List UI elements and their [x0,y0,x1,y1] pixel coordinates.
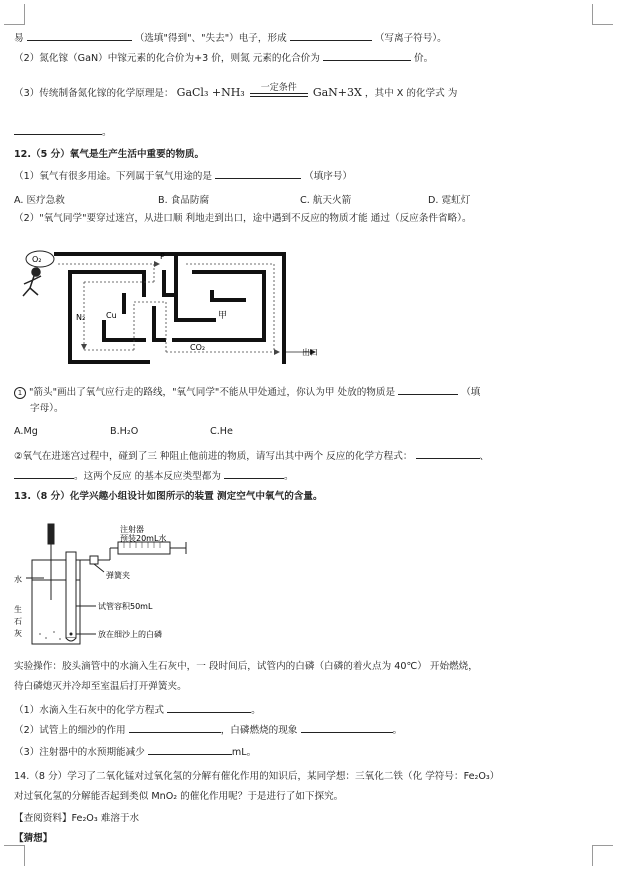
q12-blank-equation1[interactable] [416,448,480,459]
crop-mark-bottom-right [592,845,613,866]
q12-sub1-option-a: A.Mg [14,426,38,437]
q13-part3-text: （3）注射器中的水预期能减少 [14,747,145,758]
syringe-barrel [118,542,170,554]
maze-label-co2: CO₂ [190,343,206,352]
label-tube-volume: 试管容积50mL [98,602,153,611]
q11-equation-arrow [250,83,308,97]
q13-part2-mid: ，白磷燃烧的现象 [220,725,298,736]
q13-part3-unit: mL [231,747,247,758]
label-white-phosphorus: 放在细沙上的白磷 [98,630,162,639]
q12-option-a: A. 医疗急救 [14,195,65,206]
q11-equation-condition: 一定条件 [260,83,297,93]
q12-sub1-end2: 字母）。 [30,403,64,414]
q13-part3 [14,744,603,760]
maze-label-exit: 出口 [302,348,318,357]
q12-part1-text: （1）氧气有很多用途。下列属于氧气用途的是 [14,171,212,182]
q13-title: 13.（8 分）化学兴趣小组设计如图所示的装置 测定空气中氧气的含量。 [14,491,323,502]
q14-reference-info: 【查阅资料】Fe₂O₃ 难溶于水 [14,813,140,824]
maze-walls [56,254,284,362]
q13-part2-tail: 。 [392,725,403,736]
q11-part3 [14,83,603,101]
q11-line1-end: （写离子符号）。 [374,33,447,44]
q11-blank-ion[interactable] [290,30,372,41]
maze-label-p: P [160,252,165,261]
q11-blank-formula[interactable] [14,124,102,135]
maze-label-o2: O₂ [32,255,42,264]
label-lime-2: 石 [14,617,22,626]
q11-blank-electron[interactable] [27,30,132,41]
label-lime-3: 灰 [14,629,22,638]
q14-line2: 对过氧化氢的分解能否起到类似 MnO₂ 的催化作用呢？于是进行了如下探究。 [14,791,344,802]
q12-sub2 [14,448,603,464]
q11-line1-mid: （选填"得到"、"失去"）电子，形成 [134,33,287,44]
q11-line1-prefix: 易 [14,33,24,44]
maze-label-n2: N₂ [76,313,86,322]
q13-part2 [14,722,603,738]
q12-sub1-option-b: B.H₂O [110,426,139,437]
q12-sub2-line2 [14,468,603,484]
running-person-icon [23,268,41,296]
q13-part3-tail: 。 [246,747,257,758]
q12-option-c: C. 航天火箭 [300,195,352,206]
q12-sub2-text: ②氧气在进迷宫过程中，碰到了三 种阻止他前进的物质，请写出其中两个 反应的化学方程式： [14,451,413,462]
q13-operation-line2: 待白磷熄灭并冷却至室温后打开弹簧夹。 [14,681,187,692]
q12-part2-text: （2）"氧气同学"要穿过迷宫，从进口顺 利地走到出口，途中遇到不反应的物质才能 通过（反应条件省略）。 [14,213,472,224]
q11-blank-valence[interactable] [323,50,411,61]
q11-part3-tail: 。 [102,127,112,138]
q13-operation-line1: 实验操作：胶头滴管中的水滴入生石灰中，一 段时间后，试管内的白磷（白磷的着火点为 40℃） 开始燃烧， [14,661,478,672]
q13-part2-text: （2）试管上的细沙的作用 [14,725,126,736]
maze-label-cu: Cu [106,311,117,320]
oxygen-measurement-apparatus-figure [14,522,274,652]
q13-blank-volume[interactable] [148,744,232,755]
q13-blank-sand-role[interactable] [129,722,221,733]
oxygen-maze-figure [14,240,344,370]
label-preload-water: 预装20mL水 [120,534,167,543]
q12-sub1-end: （填 [461,387,481,398]
q11-part3-text: （3）传统制备氮化镓的化学原理是： [14,88,174,99]
q13-part1-tail: 。 [251,705,261,716]
q12-sub2-sep: 、 [479,451,490,462]
label-water: 水 [14,575,22,584]
q12-sub1-option-c: C.He [210,426,233,437]
q12-option-d: D. 霓虹灯 [428,195,471,206]
spring-clamp-icon [90,556,98,564]
q13-part1-text: （1）水滴入生石灰中的化学方程式 [14,705,165,716]
equals-sign-icon [250,93,308,97]
dropper-bulb-icon [48,524,54,544]
crop-mark-bottom-left [4,845,25,866]
q12-option-b: B. 食品防腐 [158,195,210,206]
label-syringe: 注射器 [120,525,144,534]
q11-equation-reactants: GaCl₃ +NH₃ [176,86,245,99]
q12-part1-end: （填序号） [304,171,353,182]
q12-blank-reaction-type[interactable] [224,468,284,479]
q12-blank-jia[interactable] [398,384,458,395]
q13-blank-lime-equation[interactable] [167,702,251,713]
q12-sub1 [14,384,603,400]
q12-blank-equation2[interactable] [14,468,74,479]
q12-sub1-text: "箭头"画出了氧气应行走的路线，"氧气同学"不能从甲处通过，你认为甲 处放的物质是 [29,387,396,398]
label-clamp: 弹簧夹 [106,571,130,580]
q12-part1 [14,168,603,184]
q12-title: 12.（5 分）氧气是生产生活中重要的物质。 [14,149,205,160]
q14-line1: 14.（8 分）学习了二氧化锰对过氧化氢的分解有催化作用的知识后，某同学想：三氧化二铁（化 学符号：Fe₂O₃） [14,771,500,782]
q11-part2-text: （2）氮化镓（GaN）中镓元素的化合价为+3 价，则氮 元素的化合价为 [14,53,320,64]
q11-part3-end: ，其中 X 的化学式 为 [364,88,458,99]
q13-part1 [14,702,603,718]
test-tube [66,552,76,638]
q12-blank-uses[interactable] [215,168,301,179]
q11-part3-answer-line [14,124,603,140]
crop-mark-top-left [4,4,25,25]
circled-one-icon: 1 [14,387,26,399]
q12-sub2-mid: 。这两个反应 的基本反应类型都为 [74,471,221,482]
maze-label-jia: 甲 [218,311,228,321]
q11-part2-end: 价。 [414,53,434,64]
q11-part2 [14,50,603,66]
q11-equation-products: GaN+3X [312,86,362,99]
crop-mark-top-right [592,4,613,25]
q12-sub2-tail: 。 [284,471,294,482]
q11-line1 [14,30,603,46]
label-lime-1: 生 [14,605,22,614]
q13-blank-phenomenon[interactable] [301,722,393,733]
q14-hypothesis-heading: 【猜想】 [14,833,53,844]
